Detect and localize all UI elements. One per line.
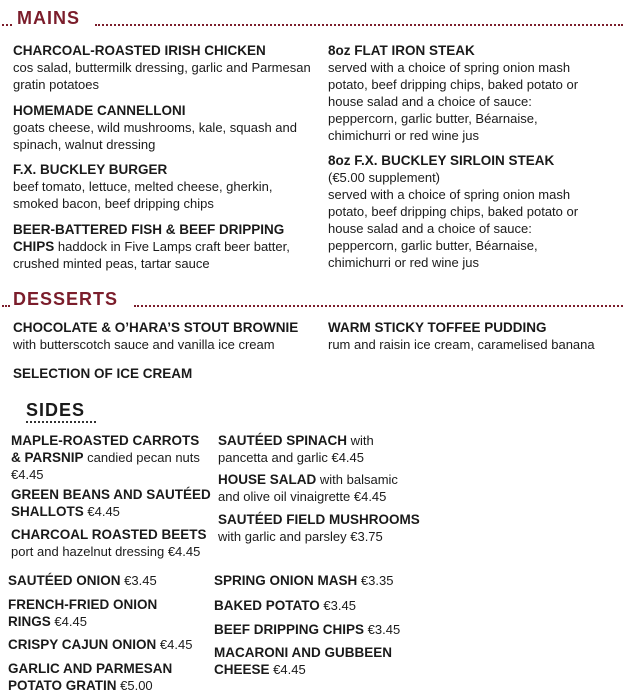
menu-item	[8, 572, 208, 589]
menu-item	[13, 42, 313, 93]
menu-item	[11, 486, 211, 520]
menu-item	[13, 365, 313, 382]
item-note: (€5.00 supplement)	[328, 170, 441, 185]
item-desc: cos salad, buttermilk dressing, garlic and Parmesan gratin potatoes	[13, 60, 311, 92]
menu-item	[328, 42, 588, 144]
section-title-mains: MAINS	[17, 8, 80, 28]
item-desc: goats cheese, wild mushrooms, kale, squash and spinach, walnut dressing	[13, 120, 297, 152]
menu-item	[13, 161, 303, 212]
item-desc: €4.45	[273, 662, 306, 677]
item-desc: rum and raisin ice cream, caramelised banana	[328, 337, 595, 352]
item-desc: candied pecan nuts €4.45	[11, 450, 200, 482]
item-name: CRISPY CAJUN ONION	[8, 637, 157, 652]
section-title-desserts: DESSERTS	[13, 289, 119, 309]
item-desc: €3.45	[124, 573, 157, 588]
item-name: CHOCOLATE & O’HARA’S STOUT BROWNIE	[13, 320, 299, 335]
divider-dots	[2, 305, 10, 307]
section-title-sides: SIDES	[26, 400, 86, 420]
item-desc: €3.45	[367, 622, 401, 637]
menu-item	[13, 102, 313, 153]
menu-item	[214, 621, 434, 638]
item-desc: €4.45	[87, 504, 120, 519]
menu-item	[13, 221, 313, 272]
menu-item	[11, 432, 211, 483]
divider-dots	[2, 24, 12, 26]
item-desc: with balsamic and olive oil vinaigrette €4.45	[218, 472, 398, 504]
menu-item	[328, 319, 618, 353]
item-desc: served with a choice of spring onion mash potato, beef dripping chips, baked potato or house salad and a choice of sauce: peppercorn, garlic butter, Béarnaise, chimichurri or red wine jus	[328, 187, 579, 270]
item-name: SAUTÉED ONION	[8, 573, 121, 588]
menu-item	[214, 572, 434, 589]
item-desc: €4.45	[159, 637, 193, 652]
item-name: BEER-BATTERED FISH & BEEF DRIPPING CHIPS	[13, 222, 285, 254]
item-desc: €3.45	[323, 598, 356, 613]
item-name: HOUSE SALAD	[218, 472, 317, 487]
item-name: CHARCOAL-ROASTED IRISH CHICKEN	[13, 43, 266, 58]
item-desc: with garlic and parsley €3.75	[218, 529, 383, 544]
item-name: WARM STICKY TOFFEE PUDDING	[328, 320, 547, 335]
item-name: 8oz FLAT IRON STEAK	[328, 43, 475, 58]
item-name: GREEN BEANS AND SAUTÉED SHALLOTS	[11, 487, 211, 519]
item-desc: beef tomato, lettuce, melted cheese, gherkin, smoked bacon, beef dripping chips	[13, 179, 273, 211]
menu-item	[8, 596, 168, 630]
item-name: GARLIC AND PARMESAN POTATO GRATIN	[8, 661, 173, 693]
item-name: F.X. BUCKLEY BURGER	[13, 162, 168, 177]
menu-item	[328, 152, 588, 271]
divider-dots	[95, 24, 623, 26]
menu-item	[214, 644, 404, 678]
item-name: SPRING ONION MASH	[214, 573, 358, 588]
item-desc: with pancetta and garlic €4.45	[218, 433, 374, 465]
item-desc: €5.00	[120, 678, 153, 693]
item-desc: haddock in Five Lamps craft beer batter, crushed minted peas, tartar sauce	[13, 239, 290, 271]
divider-dots	[134, 305, 623, 307]
menu-item	[218, 511, 423, 545]
item-name: SAUTÉED FIELD MUSHROOMS	[218, 512, 420, 527]
item-name: CHARCOAL ROASTED BEETS	[11, 527, 207, 542]
menu-item	[13, 319, 323, 353]
menu-item	[218, 471, 423, 505]
item-desc: port and hazelnut dressing €4.45	[11, 544, 201, 559]
divider-dots	[26, 421, 96, 423]
item-name: SAUTÉED SPINACH	[218, 433, 348, 448]
menu-item	[8, 660, 188, 694]
item-name: BAKED POTATO	[214, 598, 320, 613]
item-desc: with butterscotch sauce and vanilla ice cream	[13, 337, 275, 352]
menu-item	[214, 597, 434, 614]
menu-item	[218, 432, 418, 466]
item-name: FRENCH-FRIED ONION RINGS	[8, 597, 158, 629]
item-name: MAPLE-ROASTED CARROTS & PARSNIP	[11, 433, 200, 465]
item-name: MACARONI AND GUBBEEN CHEESE	[214, 645, 392, 677]
item-desc: €3.35	[360, 573, 394, 588]
menu-item	[11, 526, 216, 560]
item-desc: served with a choice of spring onion mash potato, beef dripping chips, baked potato or house salad and a choice of sauce: peppercorn, garlic butter, Béarnaise, chimichurri or red wine jus	[328, 60, 579, 143]
item-name: HOMEMADE CANNELLONI	[13, 103, 186, 118]
item-name: SELECTION OF ICE CREAM	[13, 366, 193, 381]
item-name: 8oz F.X. BUCKLEY SIRLOIN STEAK	[328, 153, 555, 168]
item-desc: €4.45	[54, 614, 87, 629]
item-name: BEEF DRIPPING CHIPS	[214, 622, 365, 637]
menu-item	[8, 636, 208, 653]
